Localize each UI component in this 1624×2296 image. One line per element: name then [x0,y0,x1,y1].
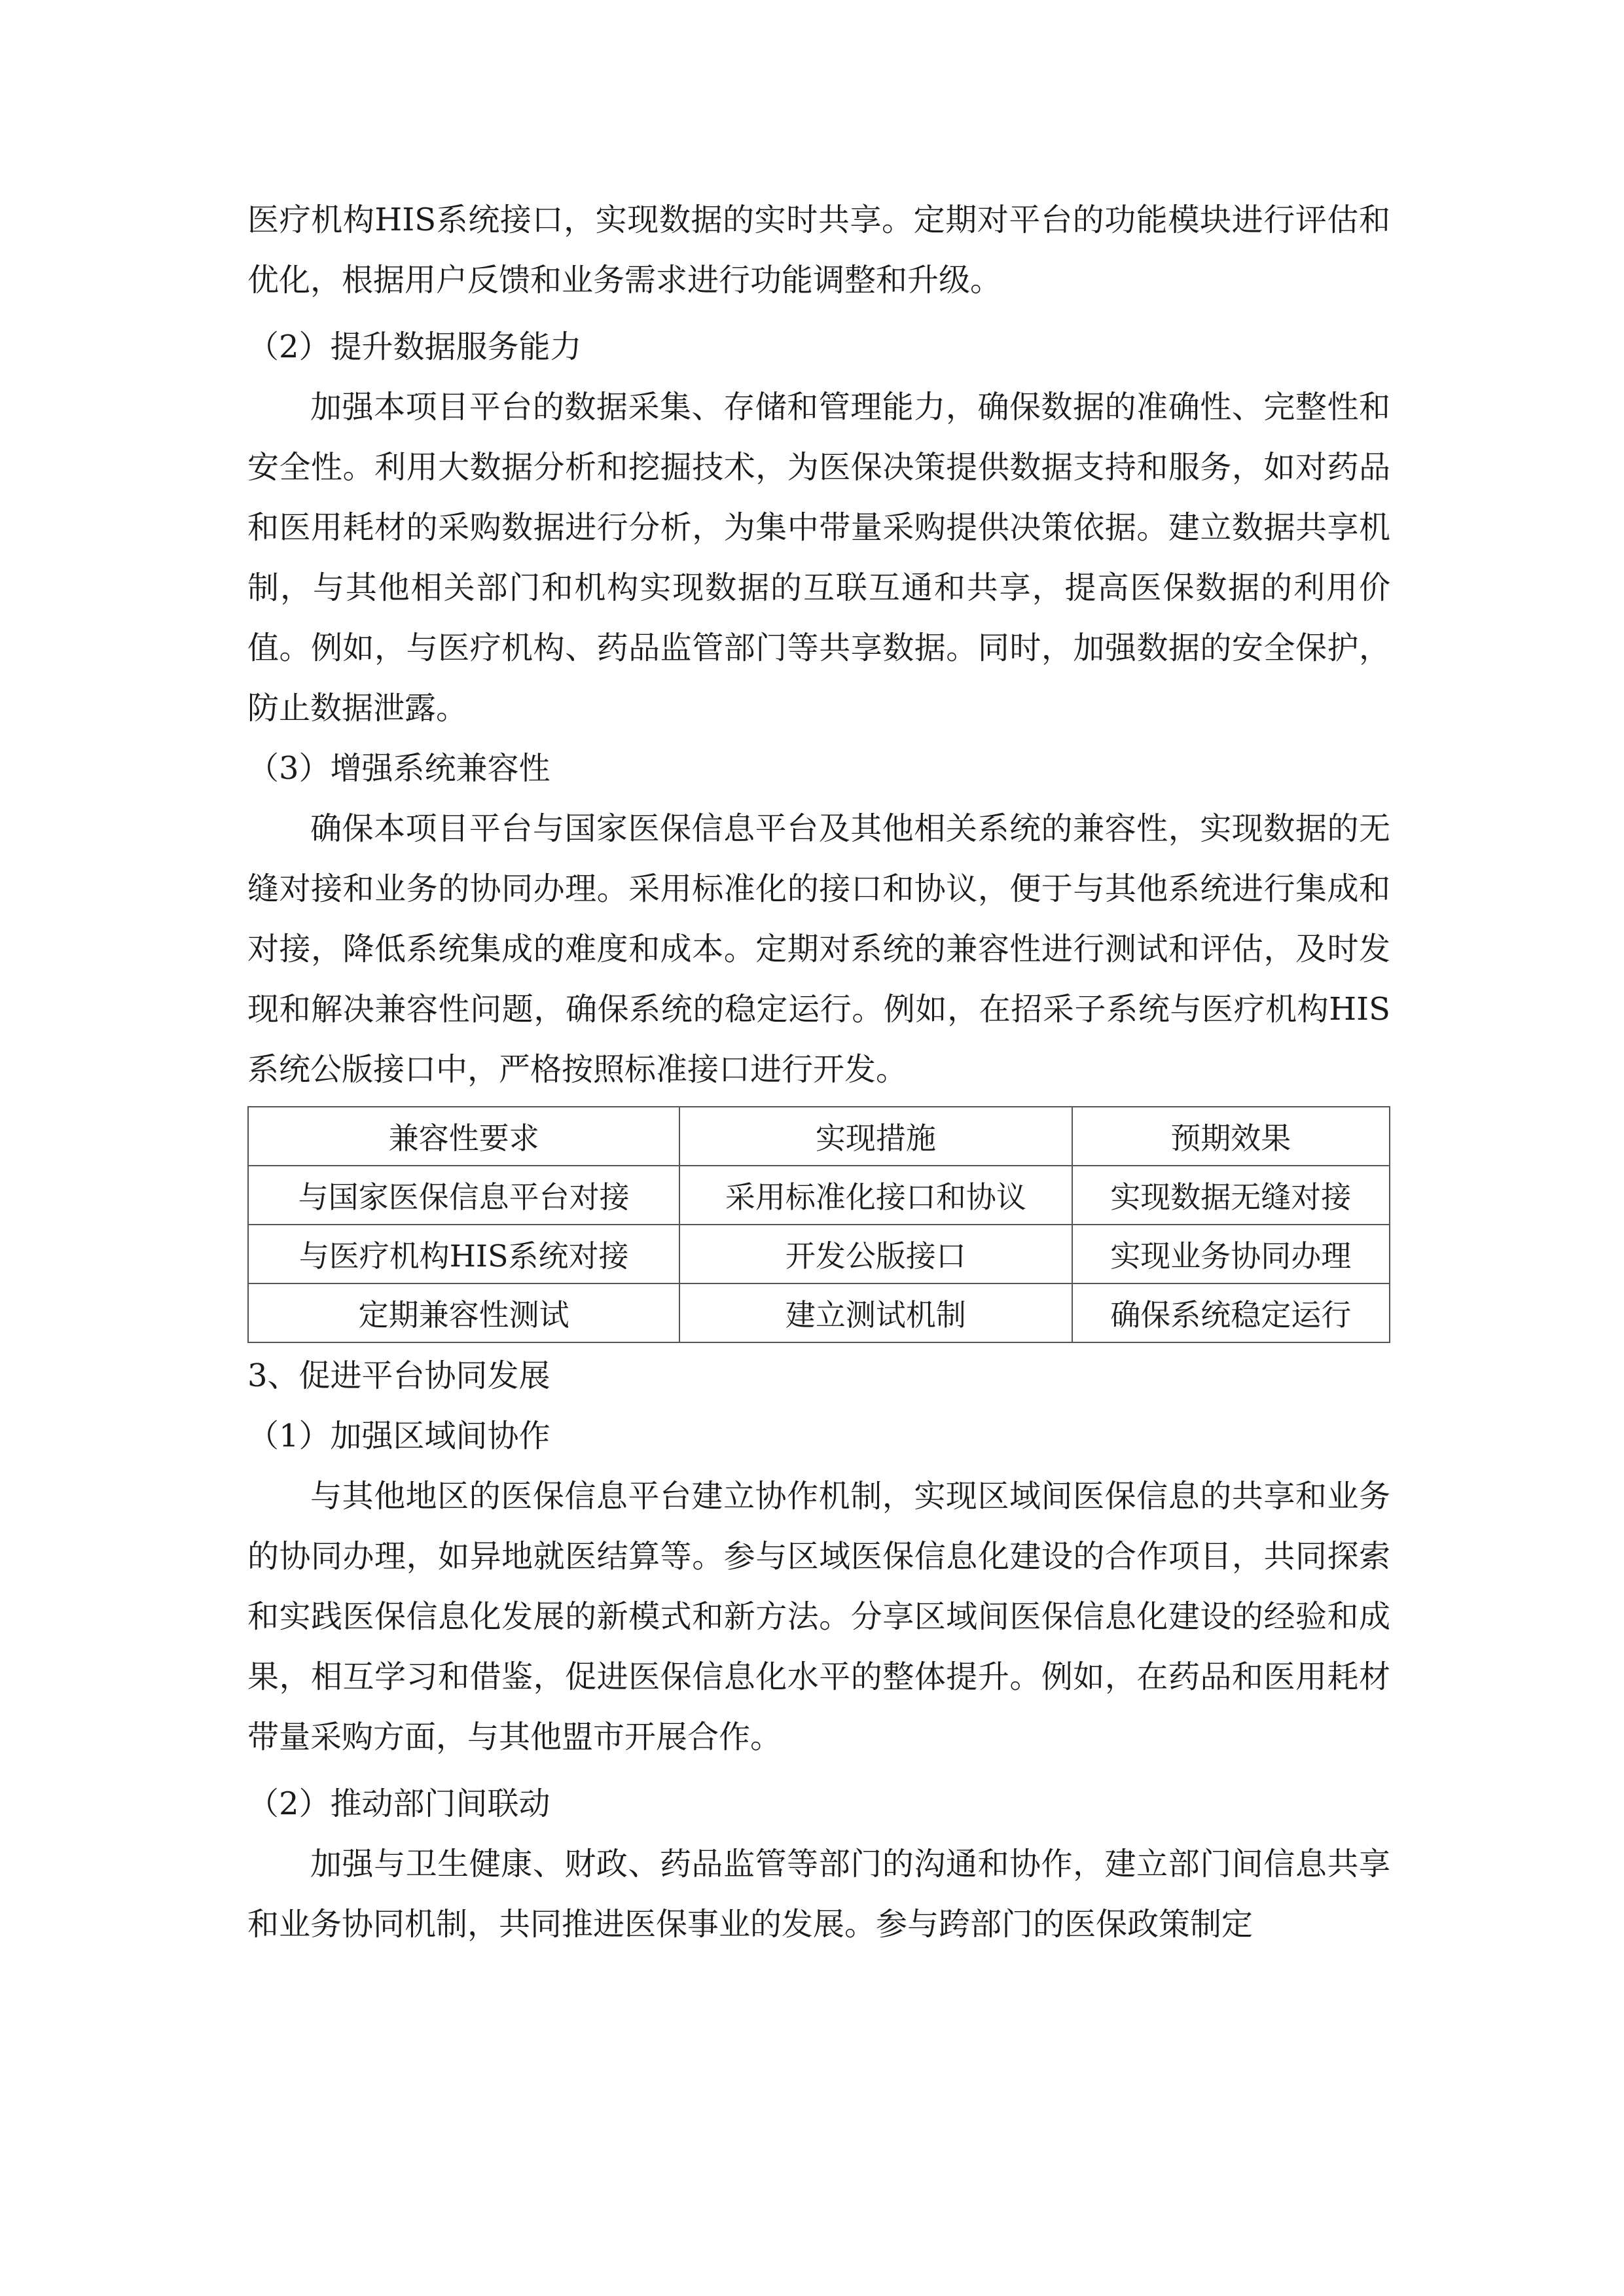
table-cell: 实现业务协同办理 [1072,1225,1390,1283]
table-row [248,1225,1390,1283]
table-row [248,1166,1390,1225]
table-header-cell: 兼容性要求 [248,1107,679,1166]
compatibility-table [247,1106,1390,1343]
heading-compatibility: （3）增强系统兼容性 [247,750,550,787]
paragraph-department-linkage: 加强与卫生健康、财政、药品监管等部门的沟通和协作，建立部门间信息共享和业务协同机制，共同推进医保事业的发展。参与跨部门的医保政策制定 [247,1846,1390,1943]
section-title-collaboration: 3、促进平台协同发展 [247,1357,550,1394]
heading-regional-cooperation: （1）加强区域间协作 [247,1418,550,1454]
heading-department-linkage: （2）推动部门间联动 [247,1785,550,1822]
paragraph-data-service: 加强本项目平台的数据采集、存储和管理能力，确保数据的准确性、完整性和安全性。利用大数据分析和挖掘技术，为医保决策提供数据支持和服务，如对药品和医用耗材的采购数据进行分析，为集中带量采购提供决策依据。建立数据共享机制，与其他相关部门和机构实现数据的互联互通和共享，提高医保数据的利用价值。例如，与医疗机构、药品监管部门等共享数据。同时，加强数据的安全保护，防止数据泄露。 [247,389,1390,726]
table-header-row [248,1107,1390,1166]
paragraph-compatibility: 确保本项目平台与国家医保信息平台及其他相关系统的兼容性，实现数据的无缝对接和业务的协同办理。采用标准化的接口和协议，便于与其他系统进行集成和对接，降低系统集成的难度和成本。定期对系统的兼容性进行测试和评估，及时发现和解决兼容性问题，确保系统的稳定运行。例如，在招采子系统与医疗机构HIS系统公版接口中，严格按照标准接口进行开发。 [247,810,1390,1088]
table-cell: 建立测试机制 [679,1283,1072,1342]
table-header-cell: 预期效果 [1072,1107,1390,1166]
heading-data-service: （2）提升数据服务能力 [247,329,582,365]
table-row [248,1283,1390,1342]
table-cell: 实现数据无缝对接 [1072,1166,1390,1225]
table-cell: 与医疗机构HIS系统对接 [248,1225,679,1283]
table-cell: 开发公版接口 [679,1225,1072,1283]
table-cell: 采用标准化接口和协议 [679,1166,1072,1225]
table-cell: 与国家医保信息平台对接 [248,1166,679,1225]
table-cell: 定期兼容性测试 [248,1283,679,1342]
paragraph-regional-cooperation: 与其他地区的医保信息平台建立协作机制，实现区域间医保信息的共享和业务的协同办理，如异地就医结算等。参与区域医保信息化建设的合作项目，共同探索和实践医保信息化发展的新模式和新方法。分享区域间医保信息化建设的经验和成果，相互学习和借鉴，促进医保信息化水平的整体提升。例如，在药品和医用耗材带量采购方面，与其他盟市开展合作。 [247,1478,1390,1755]
document-page [247,190,1390,1954]
paragraph-continuation: 医疗机构HIS系统接口，实现数据的实时共享。定期对平台的功能模块进行评估和优化，根据用户反馈和业务需求进行功能调整和升级。 [247,202,1390,298]
table-header-cell: 实现措施 [679,1107,1072,1166]
table-cell: 确保系统稳定运行 [1072,1283,1390,1342]
